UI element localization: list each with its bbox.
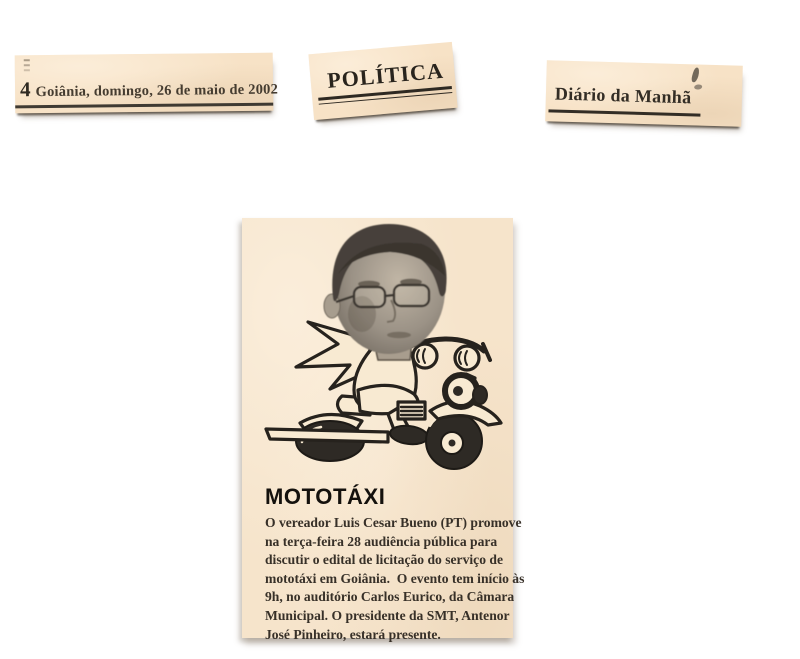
article-body-line: O vereador Luis Cesar Bueno (PT) promove [265, 515, 522, 530]
date-text: Goiânia, domingo, 26 de maio de 2002 [35, 81, 279, 101]
date-line [20, 75, 278, 103]
mototaxi-caricature-illustration [242, 218, 513, 476]
article-body-line: discutir o edital de licitação do serviço de [265, 552, 503, 568]
section-header-clipping [308, 42, 457, 120]
ink-smudge [694, 84, 703, 90]
article-body-line: mototáxi em Goiânia. O evento tem início às [265, 570, 525, 586]
ink-smudge [691, 67, 701, 83]
article-headline: MOTOTÁXI [265, 484, 386, 509]
section-title: POLÍTICA [326, 57, 445, 93]
article-body-line: Municipal. O presidente da SMT, Antenor [265, 607, 510, 623]
masthead-rule [548, 109, 700, 116]
masthead-clipping [545, 60, 743, 126]
registration-marks [24, 59, 30, 61]
header-rule [15, 103, 273, 109]
article-body-line: José Pinheiro, estará presente. [265, 626, 441, 642]
article-body [265, 514, 525, 644]
masthead-title: Diário da Manhã [554, 83, 692, 108]
article-body-line: 9h, no auditório Carlos Eurico, da Câmara [265, 589, 515, 605]
article-clipping [242, 218, 525, 642]
page-number: 4 [19, 77, 31, 102]
article-body-line: na terça-feira 28 audiência pública para [265, 533, 498, 549]
page-header-clipping [15, 53, 279, 114]
